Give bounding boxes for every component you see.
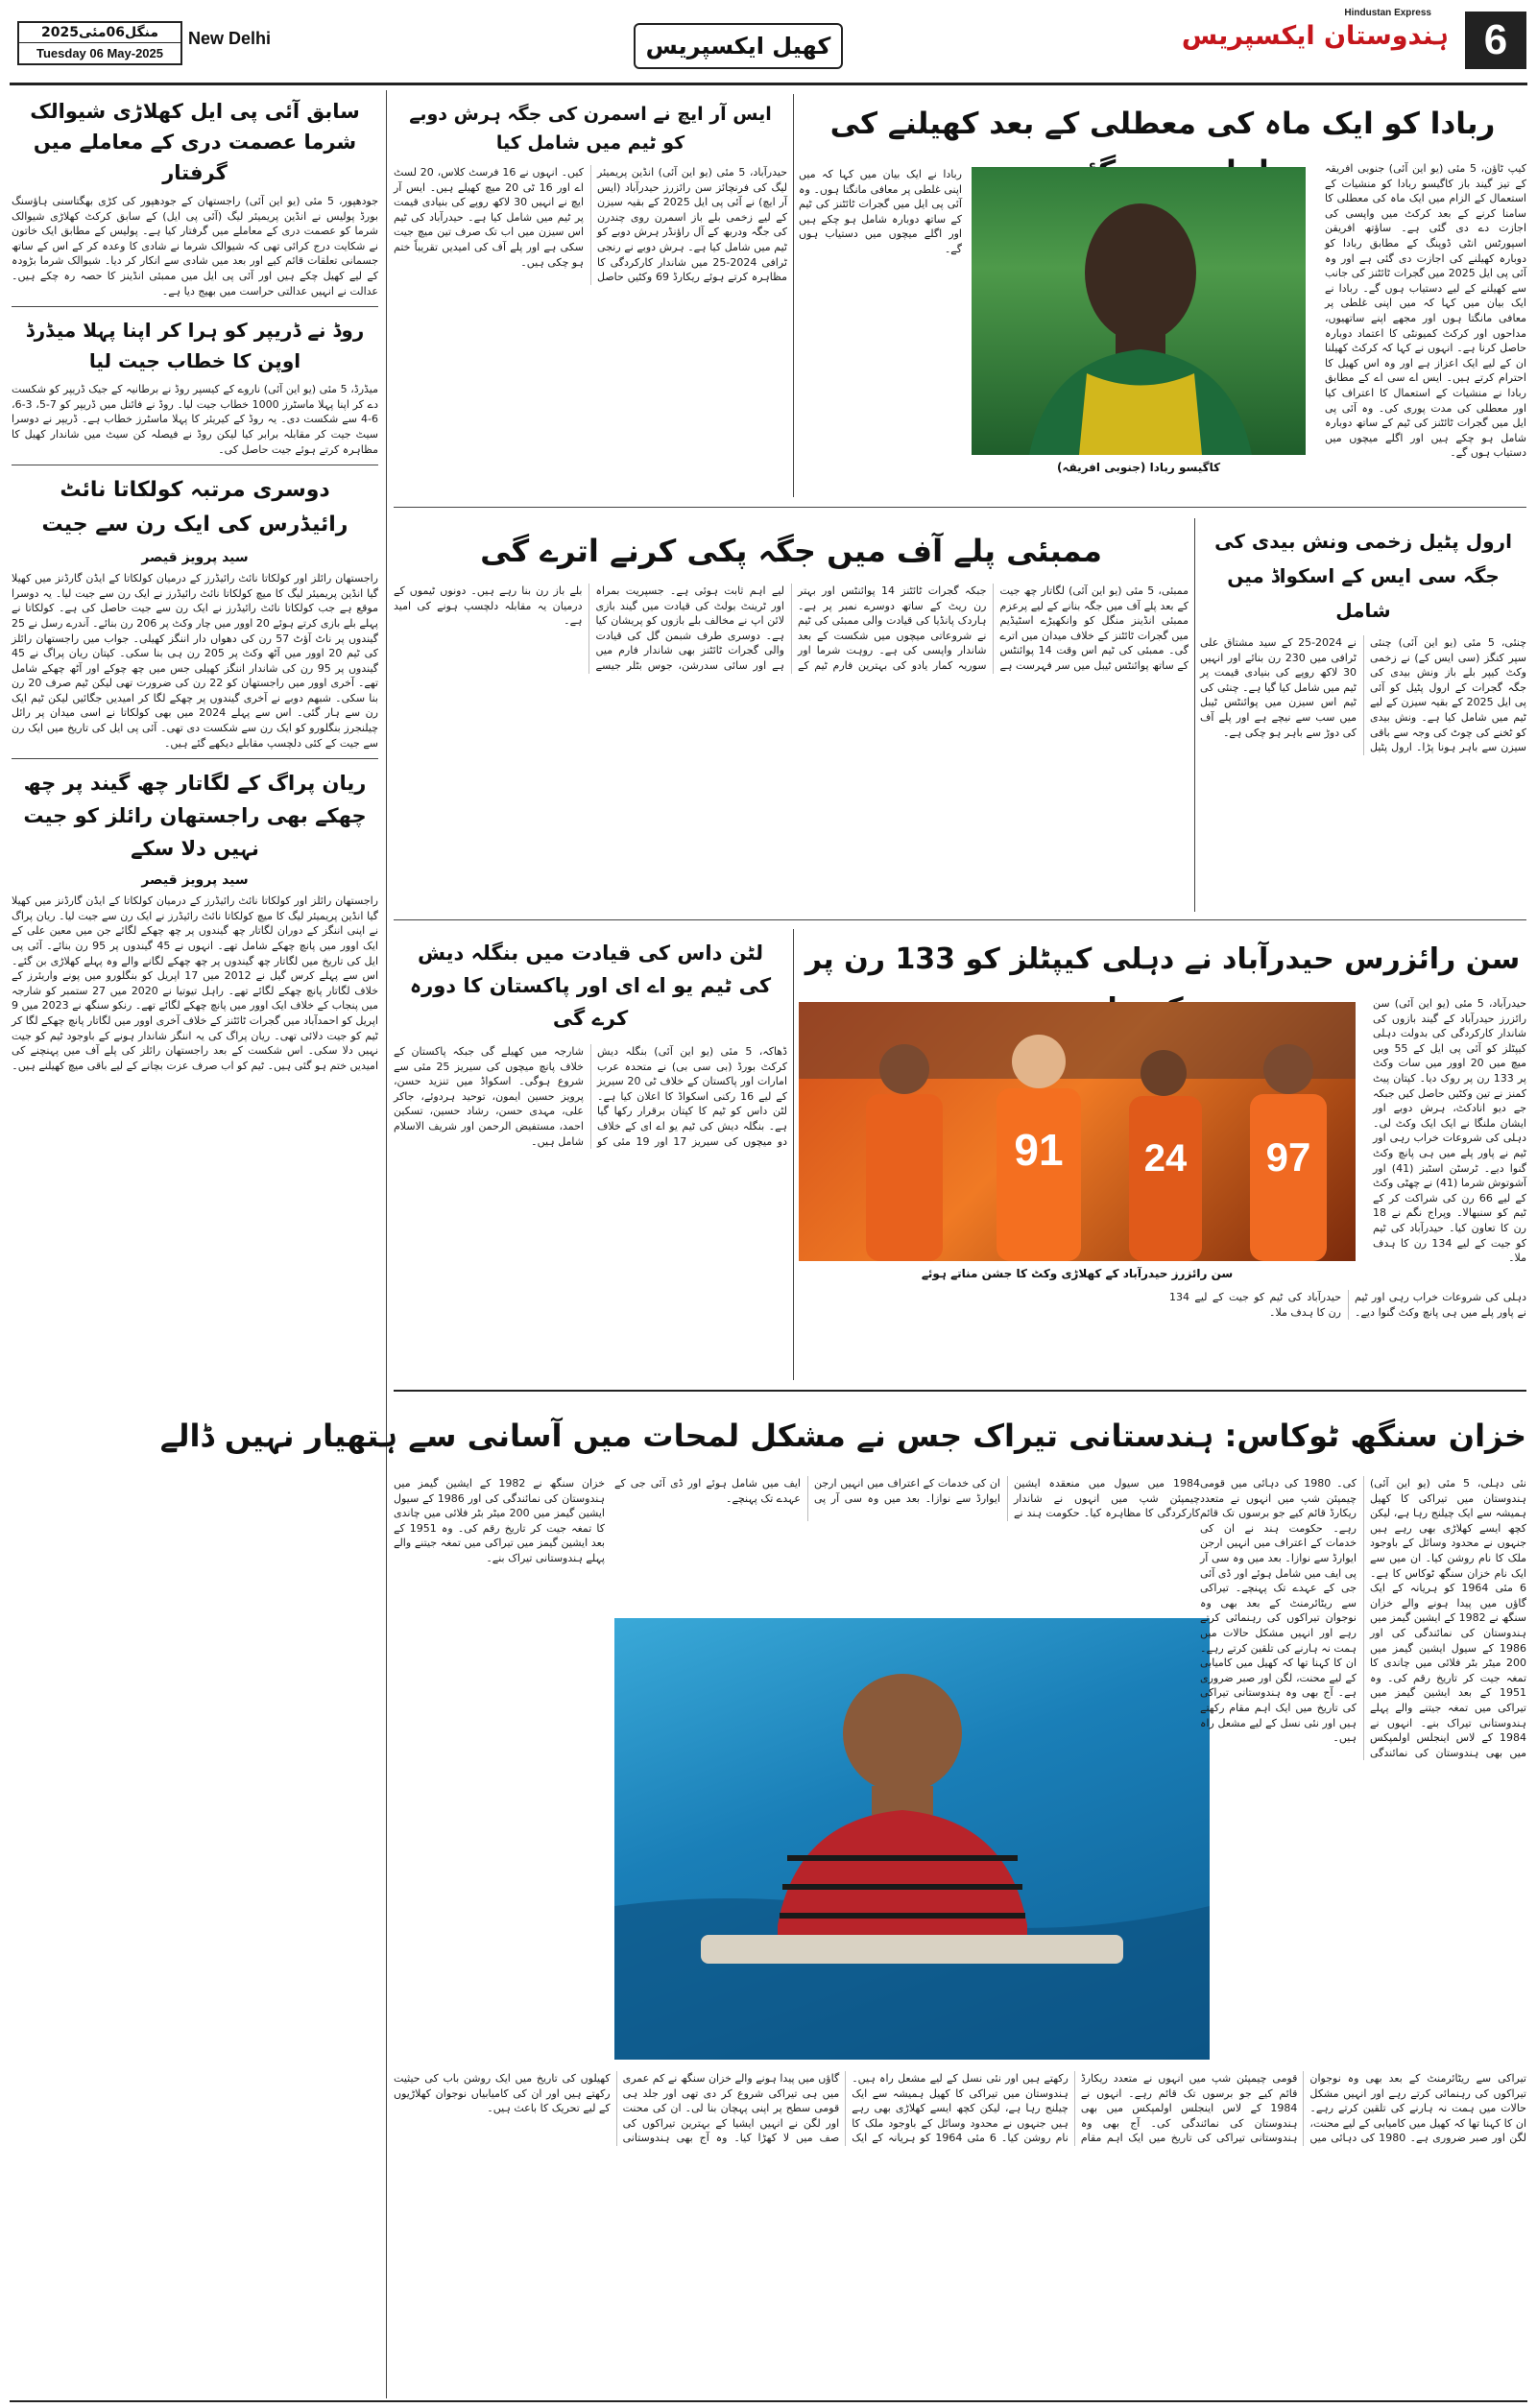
srh-body-bottom: [799, 1290, 1526, 1382]
body-mumbai: ممبئی، 5 مئی (یو این آئی) لگاتار چھ جیت کے بعد پلے آف میں جگہ بنانے کے لیے پرعزم ممبئی انڈینز منگل کو وانکھیڑے اسٹیڈیم میں گجرات ٹائٹنز کے خلاف میدان میں اترے گی۔ ممبئی کی ٹیم اس وقت 14 پوائنٹس کے ساتھ پوائنٹس ٹیبل میں سر فہرست ہے جبکہ گجرات ٹائٹنز 14 پوائنٹس اور بہتر رن ریٹ کے ساتھ دوسرے نمبر پر ہے۔ ہاردک پانڈیا کی قیادت والی ممبئی کی ٹیم نے شروعاتی میچوں میں شکست کے بعد شاندار واپسی کی ہے۔ روہت شرما اور سوریہ کمار یادو کی بہترین فارم ٹیم کے لیے اہم ثابت ہوئی ہے۔ جسپریت بمراہ اور ٹرینٹ بولٹ کی قیادت میں گیند بازی لائن اپ نے مخالف بلے بازوں کو پریشان کیا ہے۔ دوسری طرف شبمن گل کی قیادت والی گجرات ٹائٹنز بھی شاندار فارم میں ہے اور سائی سدرشن، جوس بٹلر جیسے بلے باز رن بنا رہے ہیں۔ دونوں ٹیموں کے درمیان یہ مقابلہ دلچسپ ہونے کی امید ہے۔: [394, 584, 1189, 672]
caption-srh-dc: سن رائزرز حیدرآباد کے کھلاڑی وکٹ کا جشن مناتے ہوئے: [921, 1267, 1234, 1280]
sidebar-separator-1: [12, 306, 378, 307]
srh-body-right: [1373, 996, 1526, 1265]
body-khazan-left: خزان سنگھ نے 1982 کے ایشین گیمز میں ہندوستان کی نمائندگی کی اور 1986 کے سیول ایشین گیمز میں 200 میٹر بٹر فلائی میں چاندی کا تمغہ جیت کر تاریخ رقم کی۔ وہ 1951 کے بعد ایشین گیمز میں تیراکی میں تمغہ جیتنے والے پہلے ہندوستانی تیراک بنے۔: [394, 1477, 606, 1564]
khazan-bottom-columns: [394, 2071, 1526, 2146]
section-title-box: [634, 23, 843, 69]
body-khazan-middle: 1984 میں سیول میں منعقدہ ایشین چیمپئن شپ میں انہوں نے شاندار کارکردگی کا مظاہرہ کیا۔ حکومت ہند نے ان کی خدمات کے اعتراف میں انہیں ارجن ایوارڈ سے نوازا۔ بعد میں وہ سی آر پی ایف میں شامل ہوئے اور ڈی آئی جی کے عہدے تک پہنچے۔: [614, 1477, 1200, 1520]
headline-srh-dc: سن رائزرس حیدرآباد نے دہلی کیپٹلز کو 133 رن پر: [805, 942, 1521, 976]
khazan-right-columns: [1200, 1476, 1526, 1760]
khazan-middle-columns: [614, 1476, 1200, 1521]
liton-columns: [394, 1044, 787, 1149]
divider-srh-liton: [793, 929, 794, 1380]
paper-name-urdu: ہندوستان ایکسپریس: [1181, 21, 1449, 51]
body-draper: میڈرڈ، 5 مئی (یو این آئی) ناروے کے کیسپر روڈ نے برطانیہ کے جیک ڈریپر کو شکست دے کر اپنا پہلا ماسٹرز 1000 خطاب جیت لیا۔ روڈ نے فائنل میں ڈریپر کو 7-5، 3-6، 6-4 سے شکست دی۔ یہ روڈ کے کیریئر کا پہلا ماسٹرز خطاب ہے۔ ڈریپر نے دوسرا سیٹ جیت کر مقابلہ برابر کیا لیکن روڈ نے فیصلہ کن سیٹ میں شاندار کھیل کا مظاہرہ کرتے ہوئے جیت حاصل کی۔: [12, 383, 378, 456]
khazan-photo: [614, 1618, 1210, 2060]
story-kkr-win: [12, 473, 378, 751]
srh-photo: [799, 1002, 1356, 1261]
sidebar-divider: [386, 90, 387, 2398]
rule-row1: [394, 507, 1526, 508]
sidebar-separator-3: [12, 758, 378, 759]
mumbai-columns: [394, 584, 1189, 674]
rule-row3: [394, 1390, 1526, 1392]
body-srh-dc: حیدرآباد، 5 مئی (یو این آئی) سن رائزرز حیدرآباد کے گیند بازوں کی شاندار کارکردگی کی بدولت دہلی کیپٹلز کو آئی پی ایل کے 55 ویں میچ میں 20 اوور میں سات وکٹ پر 133 رن پر روک دیا۔ کپتان پیٹ کمنز نے تین وکٹیں حاصل کیں جبکہ جے دیو انادکٹ، ہرش دوبے اور ایشان ملنگا نے ایک ایک وکٹ لی۔ دہلی کی شروعات خراب رہی اور ٹیم نے پاور پلے میں ہی پانچ وکٹ گنوا دیے۔ ٹرسٹن اسٹبز (41) اور آشوتوش شرما (41) نے چھٹی وکٹ کے لیے 66 رن کی شراکت کر کے ٹیم کو سنبھالا۔ وپراج نگم نے 18 رن کا تعاون کیا۔ حیدرآباد کی ٹیم کو جیت کے لیے 134 رن کا ہدف ملا۔: [1373, 997, 1527, 1265]
headline-harsh-dubey: ایس آر ایچ نے اسمرن کی جگہ ہرش دوبے کو ٹیم میں شامل کیا: [409, 104, 772, 154]
headline-mumbai: ممبئی پلے آف میں جگہ پکی کرنے اترے گی: [480, 533, 1102, 569]
harsh-dubey-columns: [394, 165, 787, 285]
story-harsh-dubey: [394, 90, 787, 503]
paper-name-en: Hindustan Express: [1344, 8, 1431, 18]
svg-text:97: 97: [1265, 1134, 1311, 1180]
body-rabada: کیپ ٹاؤن، 5 مئی (یو این آئی) جنوبی افریقہ کے تیز گیند باز کاگیسو ربادا کو منشیات کے استعمال کے الزام میں ایک ماہ کی معطلی کا سامنا کرنے کے بعد کرکٹ میں واپسی کی اجازت دے دی گئی ہے۔ ساؤتھ افریقن اسپورٹس انٹی ڈوپنگ کے مطابق ربادا کو دوبارہ کھیلنے کی اجازت دی گئی ہے اور وہ آئی پی ایل 2025 میں گجرات ٹائٹنز کی جانب سے کھیلنے کے لیے دستیاب ہوں گے۔ ربادا نے ایک بیان میں کہا کہ میں اپنی غلطی پر معافی مانگتا ہوں اور مجھے اپنے ساتھیوں، مداحوں اور کرکٹ کمیونٹی کا اعتماد دوبارہ حاصل کرنا ہے۔ انہوں نے کہا کہ کرکٹ کھیلنا ان کے لیے ایک اعزاز ہے اور وہ اس کھیل کا احترام کرتے ہیں۔ ایس اے سی اے کے مطابق ربادا نے منشیات کے استعمال کا اعتراف کیا اور معطلی کی مدت پوری کی۔ وہ آئی پی ایل میں گجرات ٹائٹنز کی ٹیم کے ساتھ دوبارہ شامل ہو چکے ہیں اور اگلے میچوں میں دستیاب ہوں گے۔: [1325, 162, 1526, 460]
body-shivalik: جودھپور، 5 مئی (یو این آئی) راجستھان کے جودھپور کی کڑی بھگتاسنی ہاؤسنگ بورڈ پولیس نے انڈین پریمیئر لیگ (آئی پی ایل) کے سابق کرکٹ کھلاڑی شیوالک شرما کو عصمت دری کے معاملے میں گرفتار کیا ہے۔ پولیس کے مطابق ایک خاتون نے شکایت درج کرائی تھی کہ شیوالک شرما نے شادی کا وعدہ کر کے اس کے ساتھ جسمانی تعلقات قائم کیے اور بعد میں شادی سے انکار کر دیا۔ شیوالک شرما بڑودہ کے لیے کھیل چکے ہیں اور آئی پی ایل میں ممبئی انڈینز کا حصہ رہ چکے ہیں۔ عدالت نے انہیں عدالتی حراست میں بھیج دیا ہے۔: [12, 195, 378, 298]
masthead-rule: [10, 83, 1527, 85]
story-arul-patel: [1200, 514, 1526, 918]
body-harsh-dubey: حیدرآباد، 5 مئی (یو این آئی) انڈین پریمیئر لیگ کی فرنچائز سن رائزرز حیدرآباد (ایس آر ایچ) نے آئی پی ایل 2025 کے بقیہ سیزن کے لیے زخمی بلے باز اسمرن روی چندرن کی جگہ ودربھ کے آل راؤنڈر ہرش دوبے کو ٹیم میں شامل کیا ہے۔ ہرش دوبے نے رنجی ٹرافی 2024-25 میں شاندار کارکردگی کا مظاہرہ کرتے ہوئے ریکارڈ 69 وکٹیں حاصل کیں۔ انہوں نے 16 فرسٹ کلاس، 20 لسٹ اے اور 16 ٹی 20 میچ کھیلے ہیں۔ ایس آر ایچ نے انہیں 30 لاکھ روپے کی بنیادی قیمت پر ٹیم میں شامل کیا ہے۔ حیدرآباد کی ٹیم اس سیزن میں اب تک صرف تین میچ جیت سکی ہے اور پلے آف کی امیدیں تقریباً ختم ہو چکی ہیں۔: [394, 166, 787, 284]
section-title: کھیل ایکسپریس: [645, 33, 831, 60]
divider-rabada-harsh: [793, 94, 794, 497]
story-liton: [394, 925, 787, 1386]
player-silhouette-icon: [972, 167, 1306, 455]
body-riyan-parag: راجستھان رائلز اور کولکاتا نائٹ رائیڈرز کے درمیان کولکاتا کے ایڈن گارڈنز میں کھیلا گیا انڈین پریمیئر لیگ کا میچ کولکاتا نائٹ رائیڈرز نے ایک رن سے جیت لیا۔ ریان پراگ نے اپنی اننگز کے دوران لگاتار چھ گیندوں پر چھ چھکے لگائے جن میں معین علی کے ایک اوور میں پانچ چھکے شامل تھے۔ انہوں نے 45 گیندوں پر 95 رن بنائے۔ آئی پی ایل کی تاریخ میں لگاتار چھ گیندوں پر چھ چھکے لگانے والے وہ پہلے کھلاڑی بن گئے۔ اس سے پہلے کرس گیل نے 2012 میں 17 اپریل کو بنگلورو میں پونے واریئرز کے خلاف لگاتار پانچ چھکے لگائے تھے۔ راہل تیوتیا نے 2020 میں 27 ستمبر کو شارجہ میں پنجاب کے خلاف ایک اوور میں پانچ چھکے لگائے تھے۔ رنکو سنگھ نے 2023 میں 9 اپریل کو احمدآباد میں گجرات ٹائٹنز کے خلاف آخری اوور میں لگاتار پانچ چھکے لگا کر ٹیم کو جیت دلائی تھی۔ ریان پراگ کی یہ اننگز شاندار ہونے کے باوجود ٹیم کو جیت نہیں دلا سکی۔ اس شکست کے بعد راجستھان رائلز کی پلے آف میں پہنچنے کی امیدیں ختم ہو گئی ہیں۔ ٹیم کو اب صرف عزت بچانے کے لیے باقی میچ کھیلنے ہیں۔: [11, 894, 379, 1072]
khazan-columns-top: [1200, 1476, 1526, 2062]
body-rabada-cont: ربادا نے ایک بیان میں کہا کہ میں اپنی غلطی پر معافی مانگتا ہوں۔ وہ آئی پی ایل میں گجرات ٹائٹنز کی ٹیم کے ساتھ دوبارہ شامل ہو چکے ہیں اور اگلے میچوں میں دستیاب ہوں گے۔: [799, 168, 962, 255]
page-number: [1465, 12, 1526, 69]
story-khazan: [159, 1397, 1527, 2398]
headline-kkr-win: دوسری مرتبہ کولکاتا نائٹ رائیڈرس کی ایک رن سے جیت: [41, 478, 348, 537]
rule-row2: [394, 919, 1526, 920]
svg-text:24: 24: [1143, 1137, 1188, 1180]
body-srh-dc-cont: دہلی کی شروعات خراب رہی اور ٹیم نے پاور پلے میں ہی پانچ وکٹ گنوا دیے۔ حیدرآباد کی ٹیم کو جیت کے لیے 134 رن کا ہدف ملا۔: [1169, 1291, 1526, 1319]
sidebar: [12, 90, 378, 2398]
story-shivalik: [12, 96, 378, 298]
page-bottom-rule: [10, 2400, 1527, 2402]
headline-khazan: خزان سنگھ ٹوکاس: ہندستانی تیراک جس نے مشکل لمحات میں آسانی سے ہتھیار نہیں ڈالے: [159, 1418, 1526, 1454]
headline-liton: لٹن داس کی قیادت میں بنگلہ دیش کی ٹیم یو اے ای اور پاکستان کا دورہ کرے گی: [409, 942, 772, 1030]
byline-riyan-parag: سید پرویز قیصر: [141, 872, 249, 889]
date-box: [17, 21, 182, 65]
body-liton: ڈھاکہ، 5 مئی (یو این آئی) بنگلہ دیش کرکٹ بورڈ (بی سی بی) نے متحدہ عرب امارات اور پاکستان کے خلاف ٹی 20 سیریز کے لیے 16 رکنی اسکواڈ کا اعلان کیا ہے۔ لٹن داس کو ٹیم کا کپتان برقرار رکھا گیا ہے۔ بنگلہ دیش کی ٹیم یو اے ای کے خلاف دو میچوں کی سیریز 17 اور 19 مئی کو شارجہ میں کھیلے گی جبکہ پاکستان کے خلاف پانچ میچوں کی سیریز 25 مئی سے شروع ہوگی۔ اسکواڈ میں تنزید حسن، پرویز حسین ایمون، توحید ہردوئے، جاکر علی، مہدی حسن، رشاد حسین، تسکین احمد، مستفیض الرحمن اور شریف الاسلام شامل ہیں۔: [394, 1045, 787, 1148]
srh-bottom-columns: [799, 1290, 1526, 1320]
date-english: Tuesday 06 May-2025: [36, 46, 163, 60]
page-number-text: 6: [1483, 16, 1508, 63]
city-label: New Delhi: [188, 29, 272, 48]
body-khazan-bottom: تیراکی سے ریٹائرمنٹ کے بعد بھی وہ نوجوان تیراکوں کی رہنمائی کرتے رہے اور انہیں مشکل حالات میں ہمت نہ ہارنے کی تلقین کرتے رہے۔ ان کا کہنا تھا کہ کھیل میں کامیابی کے لیے محنت، لگن اور صبر ضروری ہے۔ 1980 کی دہائی میں قومی چیمپئن شپ میں انہوں نے متعدد ریکارڈ قائم کیے جو برسوں تک قائم رہے۔ انہوں نے 1984 کے لاس اینجلس اولمپکس میں بھی ہندوستان کی نمائندگی کی۔ آج بھی وہ ہندوستانی تیراکی کی تاریخ میں ایک اہم مقام رکھتے ہیں اور نئی نسل کے لیے مشعل راہ ہیں۔ ہندوستان میں تیراکی کا کھیل ہمیشہ سے ایک چیلنج رہا ہے، لیکن کچھ ایسے کھلاڑی بھی رہے ہیں جنہوں نے محدود وسائل کے باوجود ملک کا نام روشن کیا۔ 6 مئی 1964 کو ہریانہ کے ایک گاؤں میں پیدا ہونے والے خزان سنگھ نے کم عمری میں ہی تیراکی شروع کر دی تھی اور جلد ہی قومی سطح پر اپنی پہچان بنا لی۔ ان کی محنت اور لگن نے انہیں ایشیا کے بہترین تیراکوں کی صف میں لا کھڑا کیا۔ وہ آج بھی ہندوستانی کھیلوں کی تاریخ میں ایک روشن باب کی حیثیت رکھتے ہیں اور ان کی کامیابیاں نوجوان کھلاڑیوں کے لیے تحریک کا باعث ہیں۔: [394, 2072, 1527, 2145]
rabada-body-left: [799, 167, 962, 498]
rabada-photo: [972, 167, 1306, 455]
story-mumbai: [394, 514, 1189, 918]
story-srh-dc: [799, 925, 1526, 1386]
story-rabada: [799, 90, 1526, 503]
date-urdu: منگل06مئی2025: [19, 23, 180, 43]
svg-text:91: 91: [1014, 1125, 1064, 1175]
headline-arul-patel: ارول پٹیل زخمی ونش بیدی کی جگہ سی ایس کے اسکواڈ میں شامل: [1214, 530, 1512, 622]
body-arul-patel: چنئی، 5 مئی (یو این آئی) چنئی سپر کنگز (سی ایس کے) نے زخمی وکٹ کیپر بلے باز ونش بیدی کی جگہ گجرات کے ارول پٹیل کو آئی پی ایل 2025 کے بقیہ سیزن کے لیے ٹیم میں شامل کیا ہے۔ ونش بیدی کو ٹخنے کی چوٹ کی وجہ سے باقی سیزن سے باہر ہونا پڑا۔ ارول پٹیل نے 2024-25 کے سید مشتاق علی ٹرافی میں 230 رن بنائے اور انہیں 30 لاکھ روپے کی بنیادی قیمت پر ٹیم میں شامل کیا گیا ہے۔ چنئی کی ٹیم اس سیزن میں پوائنٹس ٹیبل میں سب سے نیچے ہے اور پلے آف کی دوڑ سے باہر ہو چکی ہے۔: [1200, 636, 1527, 754]
byline-kkr-win: سید پرویز قیصر: [141, 550, 249, 566]
body-khazan: نئی دہلی، 5 مئی (یو این آئی) ہندوستان میں تیراکی کا کھیل ہمیشہ سے ایک چیلنج رہا ہے، لیکن کچھ ایسے کھلاڑی بھی رہے ہیں جنہوں نے محدود وسائل کے باوجود ملک کا نام روشن کیا۔ ان میں سے ایک نام خزان سنگھ ٹوکاس کا ہے۔ 6 مئی 1964 کو ہریانہ کے ایک گاؤں میں پیدا ہونے والے خزان سنگھ نے 1982 کے ایشین گیمز میں ہندوستان کی نمائندگی کی اور 1986 کے سیول ایشین گیمز میں 200 میٹر بٹر فلائی میں چاندی کا تمغہ جیت کر تاریخ رقم کی۔ وہ 1951 کے بعد ایشین گیمز میں تیراکی میں تمغہ جیتنے والے پہلے ہندوستانی تیراک بنے۔ انہوں نے 1984 کے لاس اینجلس اولمپکس میں بھی ہندوستان کی نمائندگی کی۔ 1980 کی دہائی میں قومی چیمپئن شپ میں انہوں نے متعدد ریکارڈ قائم کیے جو برسوں تک قائم رہے۔ حکومت ہند نے ان کی خدمات کے اعتراف میں انہیں ارجن ایوارڈ سے نوازا۔ بعد میں وہ سی آر پی ایف میں شامل ہوئے اور ڈی آئی جی کے عہدے تک پہنچے۔ تیراکی سے ریٹائرمنٹ کے بعد بھی وہ نوجوان تیراکوں کی رہنمائی کرتے رہے اور انہیں مشکل حالات میں ہمت نہ ہارنے کی تلقین کرتے رہے۔ ان کا کہنا تھا کہ کھیل میں کامیابی کے لیے محنت، لگن اور صبر ضروری ہے۔ آج بھی وہ ہندوستانی تیراکی کی تاریخ میں ایک اہم مقام رکھتے ہیں اور نئی نسل کے لیے مشعل راہ ہیں۔: [1200, 1477, 1526, 1759]
headline-draper: روڈ نے ڈریپر کو ہرا کر اپنا پہلا میڈرڈ اوپن کا خطاب جیت لیا: [25, 319, 365, 373]
divider-arul-mumbai: [1194, 518, 1195, 912]
khazan-top-left-text: [394, 1476, 605, 2062]
headline-riyan-parag: ریان پراگ کے لگاتار چھ گیند پر چھ چھکے بھی راجستھان رائلز کو جیت نہیں دلا سکے: [23, 772, 367, 861]
story-riyan-parag: [12, 767, 378, 1073]
swimmer-portrait-icon: [614, 1618, 1210, 2060]
team-celebration-icon: [799, 1002, 1356, 1261]
arul-patel-columns: [1200, 635, 1526, 755]
body-kkr-win: راجستھان رائلز اور کولکاتا نائٹ رائیڈرز کے درمیان کولکاتا کے ایڈن گارڈنز میں کھیلا گیا انڈین پریمیئر لیگ کا میچ کولکاتا نائٹ رائیڈرز نے ایک رن سے جیت لیا۔ یہ دوسرا موقع ہے جب کولکاتا نائٹ رائیڈرز نے ایک رن سے جیت حاصل کی ہے۔ کولکاتا نے پہلے بلے بازی کرتے ہوئے 20 اوور میں چار وکٹ پر 206 رن بنائے۔ آندرے رسل نے 25 گیندوں پر ناٹ آؤٹ 57 رن کی دھواں دار اننگز کھیلی۔ جواب میں راجستھان رائلز کی ٹیم 20 اوور میں آٹھ وکٹ پر 205 رن ہی بنا سکی۔ کپتان ریان پراگ نے 45 گیندوں پر 95 رن کی شاندار اننگز کھیلی جس میں چھ چوکے اور آٹھ چھکے شامل تھے۔ آخری اوور میں راجستھان کو 22 رن کی ضرورت تھی لیکن ٹیم صرف 20 رن بنا سکی۔ شبھم دوبے نے آخری گیندوں پر چھکے لگا کر امیدیں جگائیں لیکن ٹیم ایک رن سے ہار گئی۔ اس سے پہلے 2024 میں بھی کولکاتا نے اسی میدان پر رائل چیلنجرز بنگلورو کو ایک رن سے شکست دی تھی۔ آئی پی ایل کی تاریخ میں ایک رن سے جیت کے کئی دلچسپ مقابلے دیکھے گئے ہیں۔: [12, 572, 379, 750]
story-draper: [12, 315, 378, 457]
headline-rabada: ربادا کو ایک ماہ کی معطلی کے بعد کھیلنے کی: [829, 107, 1496, 141]
caption-rabada: کاگیسو ربادا (جنوبی افریقہ): [1056, 461, 1221, 474]
khazan-top-middle-text: [614, 1476, 1200, 1610]
khazan-bottom-text: [394, 2071, 1526, 2394]
headline-shivalik: سابق آئی پی ایل کھلاڑی شیوالک شرما عصمت دری کے معاملے میں گرفتار: [30, 100, 360, 184]
rabada-body-right: [1325, 161, 1526, 497]
masthead: [0, 0, 1537, 79]
paper-logo: [1181, 8, 1454, 69]
